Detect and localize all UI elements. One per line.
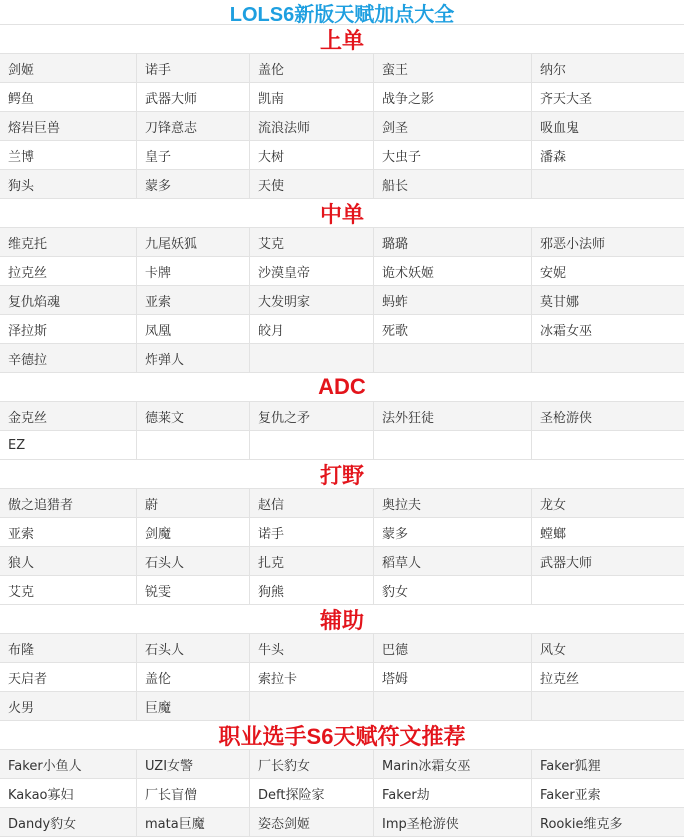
table-row xyxy=(0,779,684,808)
table-row xyxy=(0,489,684,518)
table-cell[interactable]: 蒙多 xyxy=(137,170,250,198)
table-cell xyxy=(532,692,684,720)
table-cell[interactable]: 扎克 xyxy=(250,547,374,575)
table-cell[interactable]: 盖伦 xyxy=(250,54,374,82)
table-cell[interactable]: 赵信 xyxy=(250,489,374,517)
table-cell[interactable]: 布隆 xyxy=(0,634,137,662)
table-cell[interactable]: Dandy豹女 xyxy=(0,808,137,836)
table-cell[interactable]: 战争之影 xyxy=(374,83,532,111)
table-cell[interactable]: 巴德 xyxy=(374,634,532,662)
table-cell xyxy=(250,344,374,372)
table-cell[interactable]: 潘森 xyxy=(540,149,567,165)
table-cell[interactable]: 天启者 xyxy=(0,663,137,691)
table-cell xyxy=(374,344,532,372)
table-row xyxy=(0,518,684,547)
table-cell xyxy=(532,576,684,604)
table-cell[interactable]: 奥拉夫 xyxy=(374,489,532,517)
table-cell[interactable]: 火男 xyxy=(0,692,137,720)
table-cell[interactable]: 炸弹人 xyxy=(137,344,250,372)
table-cell[interactable]: 九尾妖狐 xyxy=(137,228,250,256)
table-cell[interactable]: 圣枪游侠 xyxy=(540,410,593,426)
table-cell[interactable]: 复仇焰魂 xyxy=(0,286,137,314)
table-cell[interactable]: Faker小鱼人 xyxy=(0,750,137,778)
table-cell[interactable]: 厂长豹女 xyxy=(250,750,374,778)
table-cell[interactable]: Faker狐狸 xyxy=(540,758,601,774)
table-cell xyxy=(532,344,684,372)
table-cell[interactable]: 德莱文 xyxy=(137,402,250,430)
table-cell[interactable]: 牛头 xyxy=(250,634,374,662)
table-cell[interactable]: 厂长盲僧 xyxy=(137,779,250,807)
table-row xyxy=(0,431,684,460)
table-cell[interactable]: 蔚 xyxy=(137,489,250,517)
table-cell[interactable]: 狗熊 xyxy=(250,576,374,604)
table-cell[interactable]: 傲之追猎者 xyxy=(0,489,137,517)
table-cell[interactable]: 艾克 xyxy=(250,228,374,256)
table-cell[interactable]: 冰霜女巫 xyxy=(540,323,593,339)
table-cell[interactable]: 龙女 xyxy=(540,497,567,513)
table-cell[interactable]: 大发明家 xyxy=(250,286,374,314)
table-cell[interactable]: 塔姆 xyxy=(374,663,532,691)
table-cell[interactable]: 剑姬 xyxy=(0,54,137,82)
table-cell[interactable]: 泽拉斯 xyxy=(0,315,137,343)
table-cell[interactable]: 皎月 xyxy=(250,315,374,343)
section-heading: 职业选手S6天赋符文推荐 xyxy=(0,721,684,750)
table-cell[interactable]: mata巨魔 xyxy=(137,808,250,836)
table-row xyxy=(0,402,684,431)
table-cell[interactable]: 纳尔 xyxy=(540,62,567,78)
table-cell[interactable]: 璐璐 xyxy=(374,228,532,256)
table-cell[interactable]: 剑圣 xyxy=(374,112,532,140)
table-row xyxy=(0,228,684,257)
table-cell[interactable]: 安妮 xyxy=(540,265,567,281)
table-row xyxy=(0,344,684,373)
table-cell[interactable]: UZI女警 xyxy=(137,750,250,778)
table-cell[interactable]: 武器大师 xyxy=(540,555,593,571)
table-cell[interactable]: Deft探险家 xyxy=(250,779,374,807)
table-cell[interactable]: 凯南 xyxy=(250,83,374,111)
table-row xyxy=(0,141,684,170)
table-cell[interactable]: 拉克丝 xyxy=(540,671,580,687)
table-cell xyxy=(250,692,374,720)
table-row xyxy=(0,663,684,692)
table-cell[interactable]: Rookie维克多 xyxy=(540,816,623,832)
table-row xyxy=(0,808,684,837)
section-heading: ADC xyxy=(0,373,684,402)
table-cell[interactable]: 螳螂 xyxy=(540,526,567,542)
table-cell[interactable]: 邪恶小法师 xyxy=(540,236,606,252)
table-cell[interactable]: 蛮王 xyxy=(374,54,532,82)
table-row xyxy=(0,315,684,344)
table-cell[interactable]: 鳄鱼 xyxy=(0,83,137,111)
table-cell[interactable]: 流浪法师 xyxy=(250,112,374,140)
table-cell[interactable]: 卡牌 xyxy=(137,257,250,285)
table-cell[interactable]: 狗头 xyxy=(0,170,137,198)
table-row xyxy=(0,170,684,199)
table-cell[interactable]: Kakao寡妇 xyxy=(0,779,137,807)
table-cell[interactable]: 索拉卡 xyxy=(250,663,374,691)
table-cell[interactable]: 刀锋意志 xyxy=(137,112,250,140)
table-cell[interactable]: 蒙多 xyxy=(374,518,532,546)
table-cell[interactable]: 法外狂徒 xyxy=(374,402,532,430)
table-cell[interactable]: 莫甘娜 xyxy=(540,294,580,310)
table-cell[interactable]: 艾克 xyxy=(0,576,137,604)
table-cell[interactable]: 锐雯 xyxy=(137,576,250,604)
table-cell[interactable]: 诡术妖姬 xyxy=(374,257,532,285)
table-cell[interactable]: 诺手 xyxy=(137,54,250,82)
table-cell xyxy=(374,431,532,459)
table-cell[interactable]: 大虫子 xyxy=(374,141,532,169)
table-cell[interactable]: 石头人 xyxy=(137,547,250,575)
table-cell[interactable]: 死歌 xyxy=(374,315,532,343)
section-heading: 上单 xyxy=(0,25,684,54)
table-cell[interactable]: 兰博 xyxy=(0,141,137,169)
table-cell[interactable]: EZ xyxy=(0,431,137,459)
table-cell[interactable]: 亚索 xyxy=(137,286,250,314)
table-cell[interactable]: 熔岩巨兽 xyxy=(0,112,137,140)
table-cell[interactable]: 凤凰 xyxy=(137,315,250,343)
table-cell xyxy=(532,170,684,198)
table-row xyxy=(0,83,684,112)
table-cell[interactable]: Marin冰霜女巫 xyxy=(374,750,532,778)
table-row xyxy=(0,286,684,315)
table-cell[interactable]: 吸血鬼 xyxy=(540,120,580,136)
table-cell[interactable]: 巨魔 xyxy=(137,692,250,720)
table-cell[interactable]: Faker亚索 xyxy=(540,787,601,803)
table-cell[interactable]: 金克丝 xyxy=(0,402,137,430)
table-row xyxy=(0,576,684,605)
table-cell[interactable]: 风女 xyxy=(540,642,567,658)
table-cell[interactable]: 姿态剑姬 xyxy=(250,808,374,836)
table-cell xyxy=(137,431,250,459)
table-cell xyxy=(250,431,374,459)
table-row xyxy=(0,750,684,779)
table-cell[interactable]: 天使 xyxy=(250,170,374,198)
table-cell[interactable]: 豹女 xyxy=(374,576,532,604)
table-cell[interactable]: 齐天大圣 xyxy=(540,91,593,107)
table-cell[interactable]: 皇子 xyxy=(137,141,250,169)
table-row xyxy=(0,54,684,83)
table-cell[interactable]: 复仇之矛 xyxy=(250,402,374,430)
table-row xyxy=(0,634,684,663)
table-cell[interactable]: 诺手 xyxy=(250,518,374,546)
table-cell[interactable]: 沙漠皇帝 xyxy=(250,257,374,285)
table-row xyxy=(0,112,684,141)
table-row xyxy=(0,257,684,286)
table-cell[interactable]: 辛德拉 xyxy=(0,344,137,372)
table-cell xyxy=(532,431,684,459)
table-cell[interactable]: 蚂蚱 xyxy=(374,286,532,314)
table-cell[interactable]: Faker劫 xyxy=(374,779,532,807)
table-cell[interactable]: 剑魔 xyxy=(137,518,250,546)
table-cell[interactable]: 大树 xyxy=(250,141,374,169)
table-row xyxy=(0,692,684,721)
section-heading: 中单 xyxy=(0,199,684,228)
table-row xyxy=(0,547,684,576)
table-cell[interactable]: 盖伦 xyxy=(137,663,250,691)
page-title: LOLS6新版天赋加点大全 xyxy=(0,0,684,25)
table-cell[interactable]: 船长 xyxy=(374,170,532,198)
table-cell[interactable]: 石头人 xyxy=(137,634,250,662)
table-cell[interactable]: 维克托 xyxy=(0,228,137,256)
sections-container xyxy=(0,25,684,837)
table-cell xyxy=(374,692,532,720)
table-cell[interactable]: 亚索 xyxy=(0,518,137,546)
table-cell[interactable]: 狼人 xyxy=(0,547,137,575)
section-heading: 辅助 xyxy=(0,605,684,634)
table-cell[interactable]: Imp圣枪游侠 xyxy=(374,808,532,836)
table-cell[interactable]: 武器大师 xyxy=(137,83,250,111)
table-cell[interactable]: 拉克丝 xyxy=(0,257,137,285)
table-cell[interactable]: 稻草人 xyxy=(374,547,532,575)
section-heading: 打野 xyxy=(0,460,684,489)
